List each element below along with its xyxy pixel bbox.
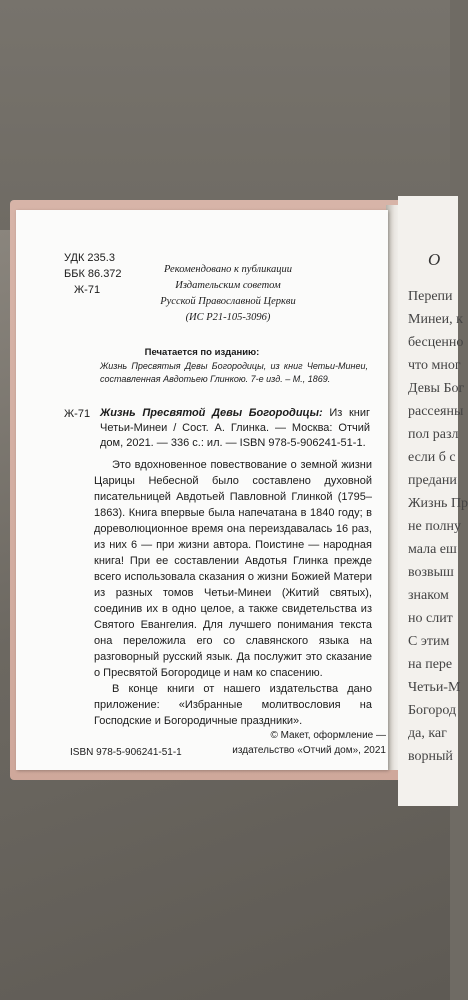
facing-page-line: Богород (408, 703, 457, 718)
annotation-paragraph: Это вдохновенное повествование о земной жизни Царицы Небесной было составлено духовной писательницей Авдотьей Павловной Глинкой (1795–1863). Книга впервые была напечатана в 1840 году; в дореволюционное время она переиздавалась 16 раз, из них 6 — при жизни автора. Поистине — народная книга! При ее составлении Авдотья Глинка прежде всего использовала сказания о жизни Божией Матери из разных томов Четьи-Минеи (Житий святых), соединив их в одно целое, а также свидетельства из Святого Евангелия. Для лучшего понимания текста она переложила его со славянского языка на разговорный русский язык. Да послужит это сказание о Пресвятой Богородице и нам ко спасению. (94, 459, 372, 679)
isbn: ISBN 978-5-906241-51-1 (70, 747, 182, 758)
facing-page-line: Перепи (408, 289, 453, 304)
bibliographic-details: Из книг Четьи-Минеи / Сост. А. Глинка. — Москва: Отчий дом, 2021. — 336 с.: ил. — ISBN 978-5-906241-51-1. (100, 407, 370, 449)
facing-page-line: Четьи-М (408, 680, 461, 695)
facing-page-line: пол разл (408, 427, 459, 442)
facing-page-lines (398, 285, 468, 768)
classification-codes (64, 250, 122, 298)
recommendation-line: Русской Православной Церкви (160, 296, 296, 307)
copyright-line: издательство «Отчий дом», 2021 (232, 745, 386, 756)
bbk-code: ББК 86.372 (64, 268, 122, 280)
facing-page-line: предани (408, 473, 457, 488)
facing-page-line: Девы Бог (408, 381, 465, 396)
recommendation-line: Издательским советом (175, 280, 281, 291)
facing-page-line: но слит (408, 611, 453, 626)
facing-page-line: не полну (408, 519, 461, 534)
recommendation-line: Рекомендовано к публикации (164, 264, 292, 275)
facing-page-line: рассеяны (408, 404, 464, 419)
facing-page-line: что мног (408, 358, 461, 373)
facing-page-line: если б с (408, 450, 456, 465)
facing-page-line: возвыш (408, 565, 454, 580)
facing-page-heading: О (428, 250, 441, 269)
facing-page-line: да, каг (408, 726, 447, 741)
copyright-line: © Макет, оформление — (270, 730, 386, 741)
recommendation-line: (ИС Р21-105-3096) (185, 312, 271, 323)
print-source-heading: Печатается по изданию: (144, 347, 260, 358)
facing-page-line: Минеи, к (408, 312, 463, 327)
recommendation-block (128, 262, 328, 326)
udk-code: УДК 235.3 (64, 252, 115, 264)
annotation (94, 457, 372, 729)
facing-page-line: Жизнь Пр (408, 496, 468, 511)
biblio-code: Ж-71 (64, 408, 91, 420)
copyright (216, 728, 386, 758)
print-source-text: Жизнь Пресвятыя Девы Богородицы, из книг Четьи-Минеи, составленная Авдотьею Глинкою. 7-е изд. – М., 1869. (100, 361, 368, 384)
facing-page-line: бесценно (408, 335, 464, 350)
annotation-paragraph: В конце книги от нашего издательства дано приложение: «Избранные молитвословия на Господские и Богородичные праздники». (94, 683, 372, 727)
bibliographic-record (100, 406, 370, 451)
facing-page-line: на пере (408, 657, 453, 672)
facing-page-line: С этим (408, 634, 450, 649)
facing-page-line: мала еш (408, 542, 457, 557)
book-title: Жизнь Пресвятой Девы Богородицы: (100, 407, 323, 419)
facing-page-line: ворный (408, 749, 453, 764)
facing-page-line: знаком (408, 588, 449, 603)
facing-page (398, 196, 468, 806)
author-sign: Ж-71 (74, 284, 101, 296)
imprint-page (16, 210, 388, 770)
background-wall (0, 0, 450, 230)
